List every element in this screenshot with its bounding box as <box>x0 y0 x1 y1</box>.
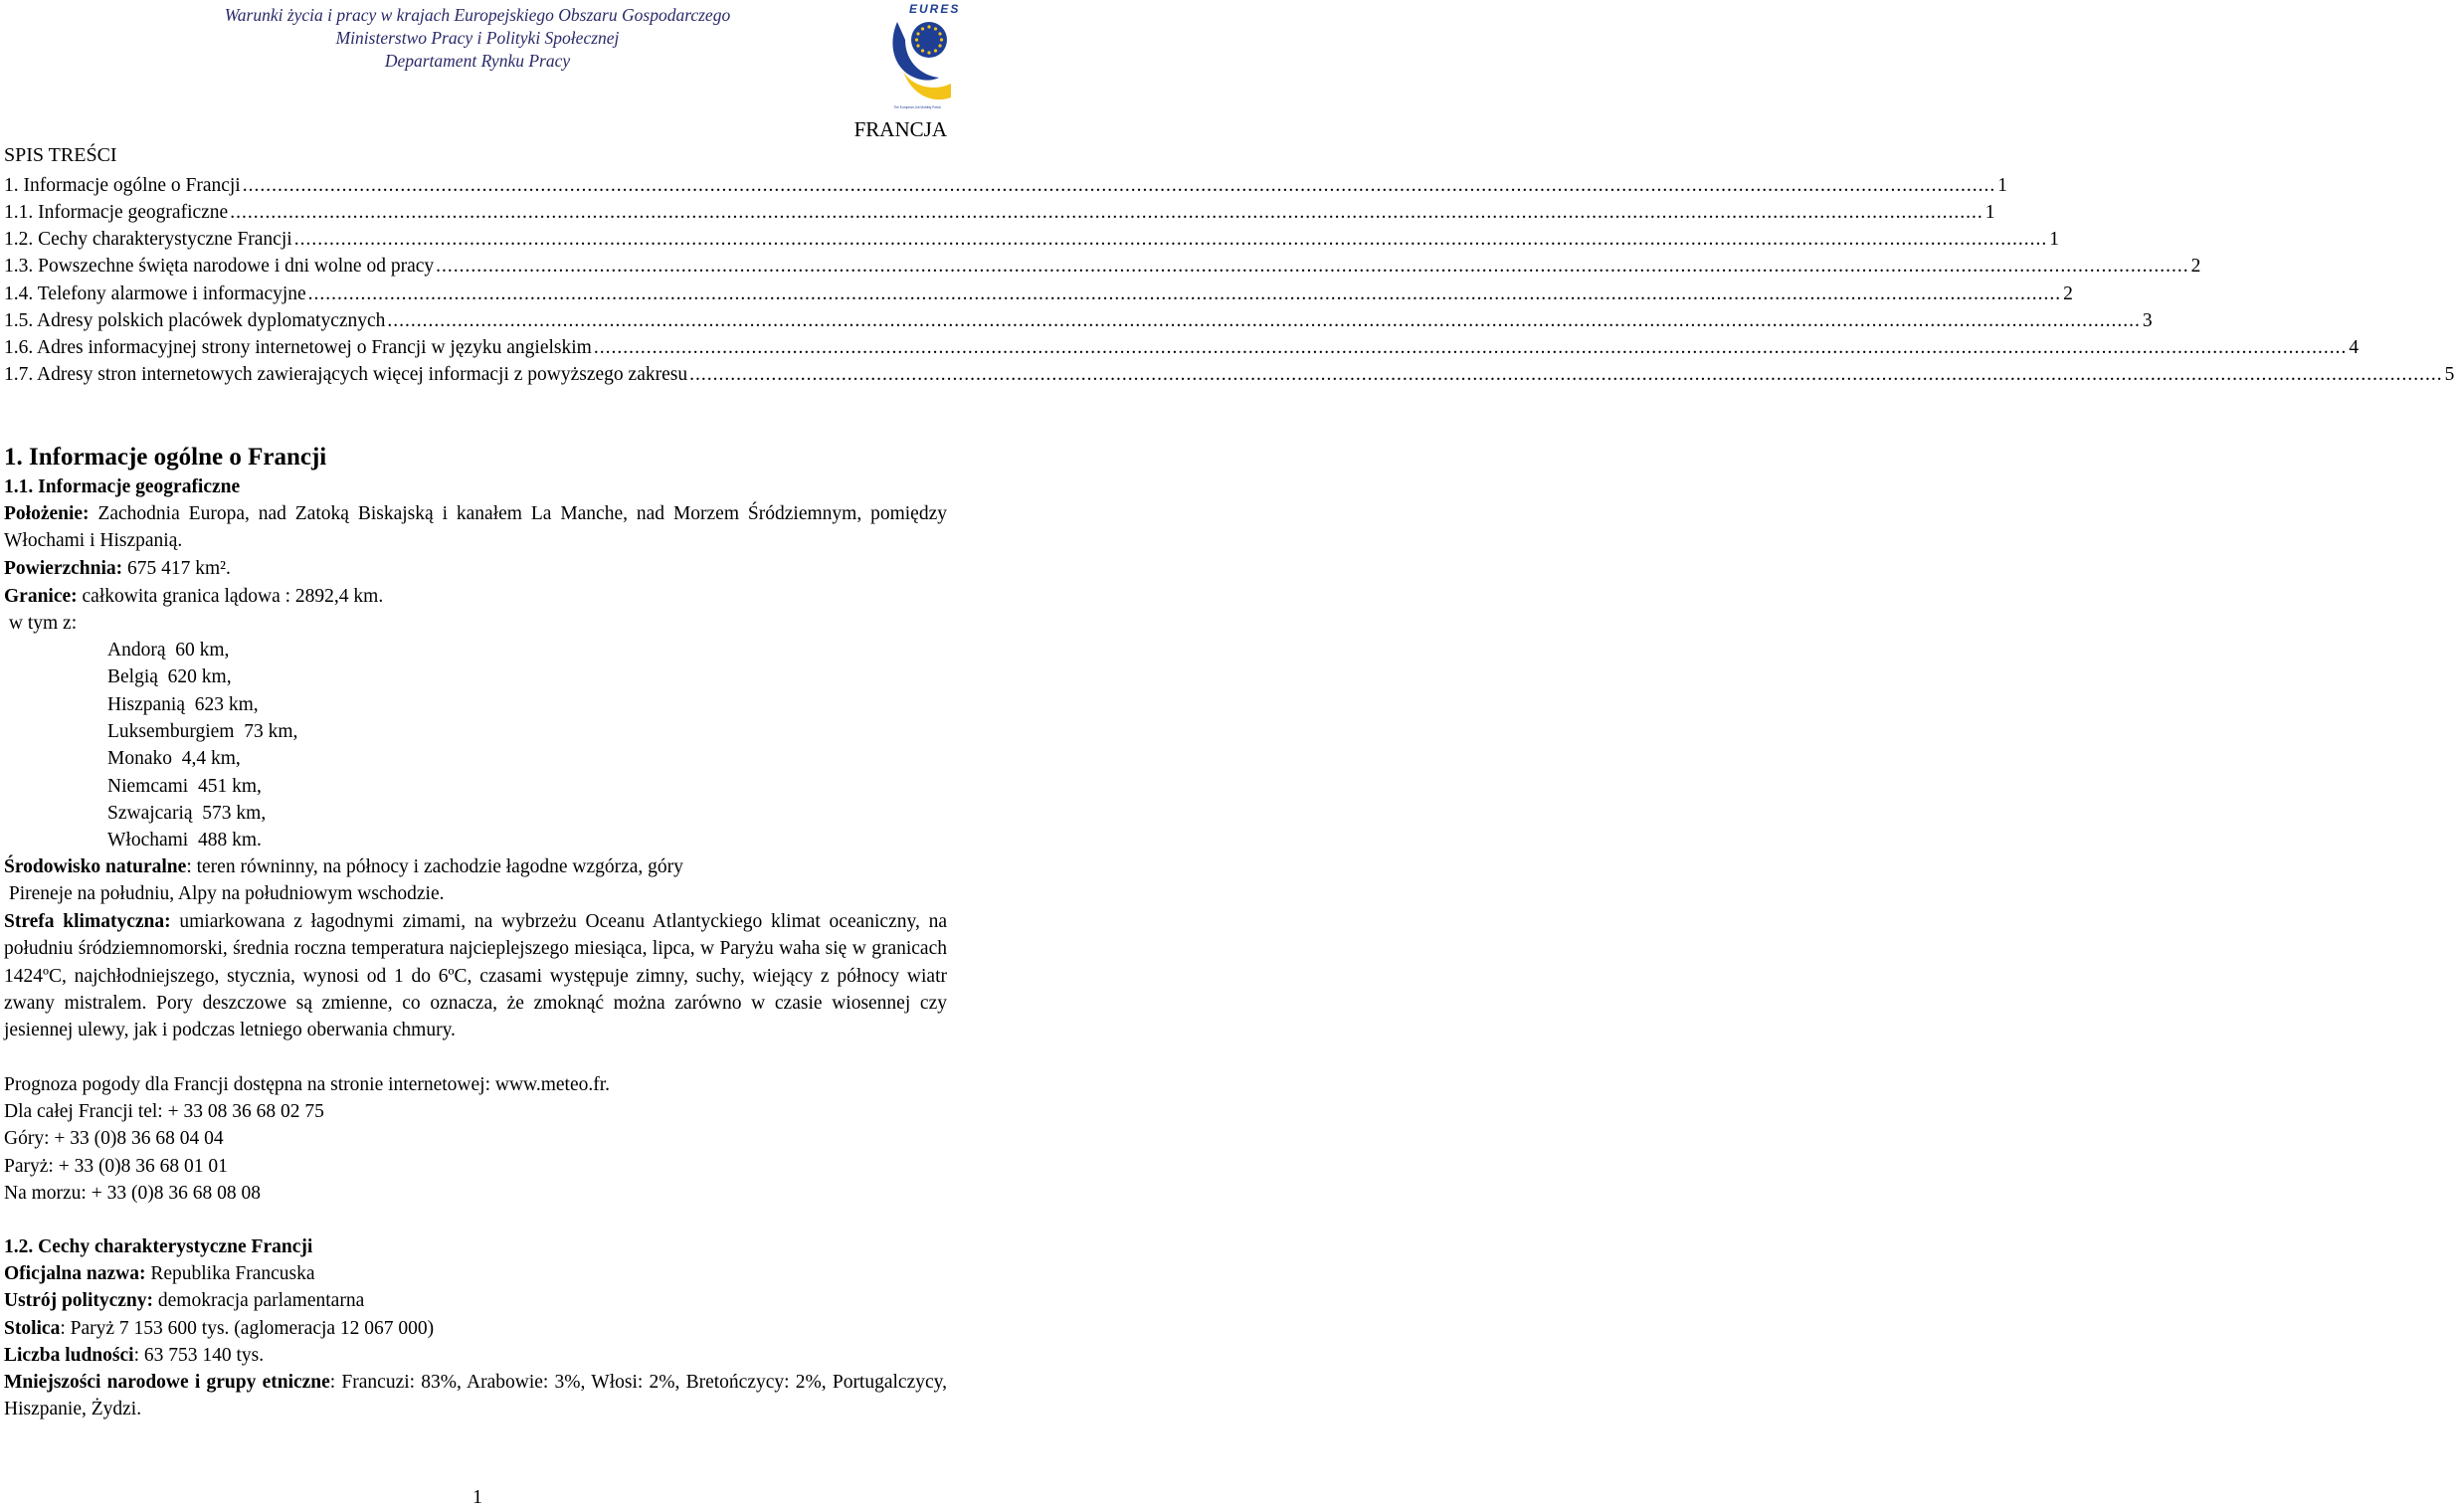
toc-entry[interactable] <box>4 172 2007 199</box>
toc-entry-label: 1.6. Adres informacyjnej strony internetowej o Francji w języku angielskim <box>4 337 592 358</box>
toc-entry-page: 2 <box>2063 284 2073 304</box>
toc-leader-dots: ............................................................................................................................................................................................................................................................................................................ <box>230 202 1983 223</box>
border-item: Niemcami 451 km, <box>107 775 262 797</box>
nazwa-text: Republika Francuska <box>145 1263 315 1284</box>
srodowisko-line-1 <box>4 853 947 880</box>
powierzchnia-label: Powierzchnia: <box>4 558 123 579</box>
ludnosc-text: : 63 753 140 tys. <box>133 1345 265 1366</box>
toc-entry-page: 4 <box>2349 337 2360 358</box>
w-tym-line: w tym z: <box>4 613 78 634</box>
border-item: Szwajcarią 573 km, <box>107 802 267 824</box>
klimat-paragraph <box>4 908 947 1043</box>
klimat-label: Strefa klimatyczna: <box>4 911 171 932</box>
toc-title: SPIS TREŚCI <box>4 144 117 166</box>
ustroj-label: Ustrój polityczny: <box>4 1290 154 1311</box>
page-number: 1 <box>472 1486 482 1508</box>
srodowisko-label: Środowisko naturalne <box>4 856 187 877</box>
toc-leader-dots: ............................................................................................................................................................................................................................................................................................................ <box>242 175 1996 196</box>
logo-text: EURES <box>909 2 961 16</box>
phone-line: Na morzu: + 33 (0)8 36 68 08 08 <box>4 1182 261 1204</box>
mniejszosci-text: : Francuzi: 83%, Arabowie: 3%, Włosi: 2%, Bretończycy: 2%, Portugalczycy, Hiszpanie, Żydzi. <box>4 1372 947 1420</box>
toc-entry-page: 3 <box>2142 310 2153 331</box>
mniejszosci-paragraph <box>4 1369 947 1423</box>
border-item: Monako 4,4 km, <box>107 748 241 770</box>
polozenie-label: Położenie: <box>4 503 90 524</box>
stolica-text: : Paryż 7 153 600 tys. (aglomeracja 12 067 000) <box>60 1318 435 1339</box>
prognoza-line: Prognoza pogody dla Francji dostępna na stronie internetowej: www.meteo.fr. <box>4 1074 611 1095</box>
toc-leader-dots: ............................................................................................................................................................................................................................................................................................................ <box>689 364 2443 385</box>
toc-entry[interactable] <box>4 361 2454 388</box>
section-1-1-title: 1.1. Informacje geograficzne <box>4 476 241 497</box>
granice-line <box>4 583 947 610</box>
toc-entry-page: 1 <box>1984 202 1995 223</box>
header-line-1: Warunki życia i pracy w krajach Europejskiego Obszaru Gospodarczego <box>224 5 731 25</box>
nazwa-line <box>4 1260 947 1287</box>
toc-entry[interactable] <box>4 334 2360 361</box>
mniejszosci-label: Mniejszości narodowe i grupy etniczne <box>4 1372 330 1393</box>
toc-leader-dots: ............................................................................................................................................................................................................................................................................................................ <box>387 310 2141 331</box>
toc-leader-dots: ............................................................................................................................................................................................................................................................................................................ <box>293 229 2048 250</box>
ustroj-text: demokracja parlamentarna <box>153 1290 365 1311</box>
toc-entry[interactable] <box>4 281 2073 307</box>
toc-entry[interactable] <box>4 253 2201 280</box>
phone-line: Góry: + 33 (0)8 36 68 04 04 <box>4 1128 224 1150</box>
powierzchnia-text: 675 417 km². <box>122 558 231 579</box>
country-title: FRANCJA <box>853 117 947 141</box>
toc-entry[interactable] <box>4 199 1995 226</box>
header-line-3: Departament Rynku Pracy <box>384 51 571 71</box>
nazwa-label: Oficjalna nazwa: <box>4 1263 146 1284</box>
granice-label: Granice: <box>4 586 78 607</box>
toc-entry-label: 1.2. Cechy charakterystyczne Francji <box>4 229 292 250</box>
ustroj-line <box>4 1287 947 1314</box>
klimat-text: umiarkowana z łagodnymi zimami, na wybrzeżu Oceanu Atlantyckiego klimat oceaniczny, na południu śródziemnomorski, średnia roczna temperatura najcieplejszego miesiąca, lipca, w Paryżu waha się w granicach 1424ºC, najchłodniejszego, stycznia, wynosi od 1 do 6ºC, czasami występuje zimny, suchy, wiejący z północy wiatr zwany mistralem. Pory deszczowe są zmienne, co oznacza, że zmoknąć można zarówno w czasie wiosennej czy jesiennej ulewy, jak i podczas letniego oberwania chmury. <box>4 911 948 1041</box>
toc-leader-dots: ............................................................................................................................................................................................................................................................................................................ <box>436 256 2189 277</box>
logo-subtext: The European Job Mobility Portal <box>893 105 941 109</box>
section-1-2-title: 1.2. Cechy charakterystyczne Francji <box>4 1236 313 1257</box>
toc-entry-page: 1 <box>1997 175 2007 196</box>
toc-entry[interactable] <box>4 226 2059 253</box>
border-item: Hiszpanią 623 km, <box>107 693 259 715</box>
srodowisko-line-2: Pireneje na południu, Alpy na południowym wschodzie. <box>4 883 445 904</box>
border-item: Włochami 488 km. <box>107 830 262 851</box>
phone-line: Dla całej Francji tel: + 33 08 36 68 02 75 <box>4 1101 324 1122</box>
toc-entry-page: 2 <box>2190 256 2201 277</box>
toc-entry-label: 1.7. Adresy stron internetowych zawierających więcej informacji z powyższego zakresu <box>4 364 688 385</box>
stolica-label: Stolica <box>4 1318 61 1339</box>
border-item: Luksemburgiem 73 km, <box>107 720 298 742</box>
toc-leader-dots: ............................................................................................................................................................................................................................................................................................................ <box>593 337 2348 358</box>
document-header <box>0 0 955 80</box>
toc-entry-label: 1. Informacje ogólne o Francji <box>4 175 241 196</box>
polozenie-text: Zachodnia Europa, nad Zatoką Biskajską i kanałem La Manche, nad Morzem Śródziemnym, pomiędzy Włochami i Hiszpanią. <box>4 503 947 552</box>
toc-entry-label: 1.4. Telefony alarmowe i informacyjne <box>4 284 306 304</box>
srodowisko-text: : teren równinny, na północy i zachodzie łagodne wzgórza, góry <box>186 856 683 877</box>
polozenie-paragraph <box>4 500 947 555</box>
ludnosc-label: Liczba ludności <box>4 1345 134 1366</box>
toc-entry-page: 1 <box>2049 229 2059 250</box>
toc-entry[interactable] <box>4 307 2153 334</box>
toc-entry-label: 1.3. Powszechne święta narodowe i dni wolne od pracy <box>4 256 435 277</box>
border-item: Andorą 60 km, <box>107 640 230 661</box>
toc-entry-label: 1.1. Informacje geograficzne <box>4 202 229 223</box>
toc-entry-label: 1.5. Adresy polskich placówek dyplomatycznych <box>4 310 386 331</box>
border-item: Belgią 620 km, <box>107 666 232 688</box>
section-1-title: 1. Informacje ogólne o Francji <box>4 444 327 471</box>
eures-logo <box>879 0 961 111</box>
header-line-2: Ministerstwo Pracy i Polityki Społecznej <box>335 28 620 48</box>
granice-text: całkowita granica lądowa : 2892,4 km. <box>77 586 384 607</box>
ludnosc-line <box>4 1342 947 1369</box>
phone-line: Paryż: + 33 (0)8 36 68 01 01 <box>4 1155 228 1177</box>
stolica-line <box>4 1315 947 1342</box>
toc-entry-page: 5 <box>2444 364 2454 385</box>
powierzchnia-line <box>4 555 947 582</box>
toc-leader-dots: ............................................................................................................................................................................................................................................................................................................ <box>307 284 2062 304</box>
